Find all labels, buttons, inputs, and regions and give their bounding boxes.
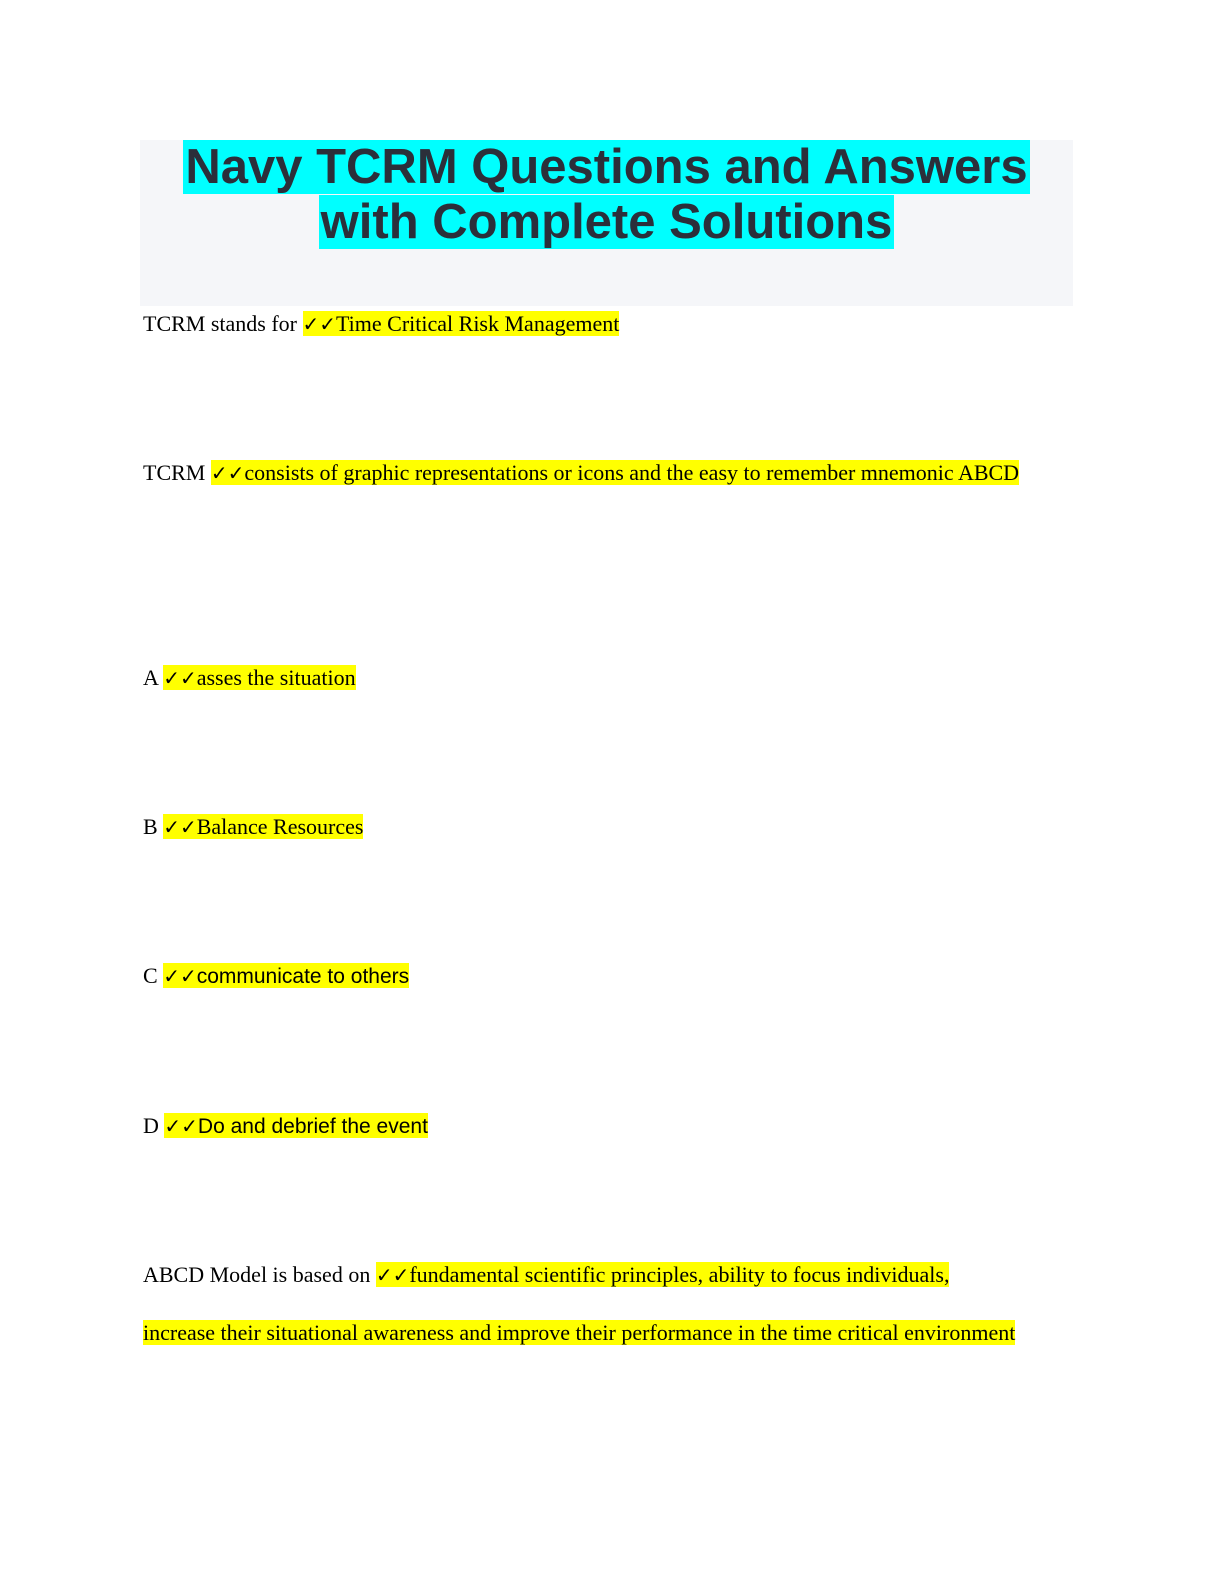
question-text: B — [143, 814, 164, 839]
answer-text: communicate to others — [196, 965, 410, 988]
question-text: D — [143, 1113, 165, 1138]
answer-highlight — [163, 814, 363, 839]
answer-highlight — [303, 311, 620, 336]
question-text: TCRM — [143, 460, 211, 485]
question-text: TCRM stands for — [143, 311, 303, 336]
double-check-icon: ✓✓ — [163, 666, 197, 690]
answer-text: consists of graphic representations or icons and the easy to remember mnemonic ABCD — [244, 460, 1020, 485]
double-check-icon: ✓✓ — [163, 964, 197, 988]
double-check-icon: ✓✓ — [302, 312, 337, 336]
title-highlight: Navy TCRM Questions and Answers with Complete Solutions — [185, 140, 1028, 249]
qa-item-1 — [143, 294, 1043, 354]
question-text: ABCD Model is based on — [143, 1262, 376, 1287]
qa-item-3 — [143, 648, 1043, 708]
title-block — [140, 140, 1073, 306]
answer-highlight — [211, 460, 1019, 485]
answer-text: fundamental scientific principles, ability to focus individuals, increase their situational awareness and improve their performance in the time critical environment — [143, 1262, 1016, 1345]
answer-highlight — [164, 1113, 428, 1138]
qa-item-7 — [143, 1246, 1023, 1361]
double-check-icon: ✓✓ — [164, 1114, 198, 1138]
answer-highlight — [163, 665, 355, 690]
qa-item-4 — [143, 797, 1043, 857]
answer-text: Do and debrief the event — [197, 1115, 428, 1138]
answer-highlight — [163, 963, 409, 988]
double-check-icon: ✓✓ — [210, 461, 245, 485]
answer-text: Balance Resources — [196, 814, 364, 839]
question-text: C — [143, 963, 164, 988]
answer-text: asses the situation — [196, 665, 356, 690]
answer-text: Time Critical Risk Management — [336, 311, 620, 336]
question-text: A — [143, 665, 164, 690]
double-check-icon: ✓✓ — [163, 815, 197, 839]
qa-item-2 — [143, 443, 1023, 503]
document-title — [140, 140, 1073, 250]
double-check-icon: ✓✓ — [375, 1263, 410, 1287]
qa-item-5 — [143, 946, 1043, 1006]
qa-item-6 — [143, 1096, 1043, 1156]
